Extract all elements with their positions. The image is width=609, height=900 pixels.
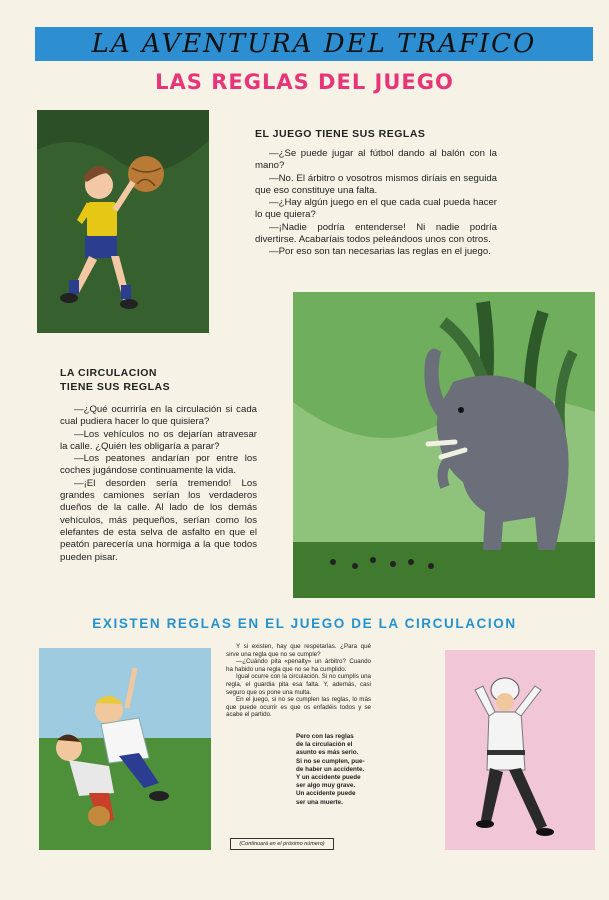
section2-text	[60, 404, 257, 564]
section3-bold-text	[296, 733, 366, 807]
section2-paragraph: —¡El desorden sería tremendo! Los grandes camiones serían los verdaderos dueños de la calle. Al lado de los demás vehículos, más pequeños, serían como los elefantes de esta selva de asfalto en que el peatón parecería una hormiga a la que todos pueden pisar.	[60, 477, 257, 563]
bold-line: Y un accidente puede	[296, 774, 361, 782]
section1-paragraph: —¿Se puede jugar al fútbol dando al balón con la mano?	[255, 148, 497, 172]
section3-paragraph: Igual ocurre con la circulación. Si no cumplís una regla, el guardia pita esa falta. Y, además, casi seguro que os pone una multa.	[226, 673, 371, 696]
continue-label: (Continuará en el próximo número)	[230, 838, 334, 850]
bold-line: de haber un accidente.	[296, 765, 365, 773]
section3-heading: EXISTEN REGLAS EN EL JUEGO DE LA CIRCULACION	[92, 616, 517, 631]
section1-paragraph: —¡Nadie podría entenderse! Ni nadie podría divertirse. Acabaríais todos peleándoos unos con otros.	[255, 221, 497, 246]
bold-line: asunto es más serio.	[296, 749, 359, 757]
traffic-policeman-illustration	[445, 650, 595, 850]
section1-paragraph: —¿Hay algún juego en el que cada cual pueda hacer lo que quiera?	[255, 197, 497, 221]
bold-line: ser una muerte.	[296, 798, 343, 806]
boys-fighting-illustration	[39, 648, 211, 850]
title-banner	[35, 27, 593, 61]
bold-line: Pero con las reglas	[296, 733, 354, 740]
bold-line: Si no se cumplen, pue-	[296, 757, 365, 765]
section2-heading-line2: TIENE SUS REGLAS	[60, 381, 171, 393]
section2-paragraph: —¿Qué ocurriría en la circulación si cada cual pudiera hacer lo que quisiera?	[60, 404, 257, 428]
section1-heading: EL JUEGO TIENE SUS REGLAS	[255, 128, 426, 140]
section1-paragraph: —Por eso son tan necesarias las reglas en el juego.	[269, 246, 491, 258]
elephant-illustration	[293, 292, 595, 598]
bold-line: ser algo muy grave.	[296, 782, 356, 790]
section2-heading	[60, 366, 170, 394]
section3-paragraph: Y si existen, hay que respetarlas. ¿Para qué sirve una regla que no se cumple?	[226, 643, 371, 658]
banner-title: LA AVENTURA DEL TRAFICO	[91, 29, 537, 59]
boy-with-ball-illustration	[37, 110, 209, 333]
section3-paragraph: —¿Cuándo pita «penalty» un árbitro? Cuando ha habido una regla que no se ha cumplido.	[226, 658, 371, 673]
section1-paragraph: —No. El árbitro o vosotros mismos diríais en seguida que eso constituye una falta.	[255, 172, 497, 196]
section2-paragraph: —Los peatones andarían por entre los coches jugándose continuamente la vida.	[60, 453, 257, 477]
page-subtitle: LAS REGLAS DEL JUEGO	[155, 70, 454, 94]
bold-line: de la circulación el	[296, 741, 353, 749]
section3-paragraph: En el juego, si no se cumplen las reglas, lo más que puede ocurrir es que os enfadéis todos y se acabe el partido.	[226, 696, 371, 719]
section2-paragraph: —Los vehículos no os dejarían atravesar la calle. ¿Quién les obligaría a parar?	[60, 428, 257, 452]
bold-line: Un accidente puede	[296, 790, 356, 798]
section3-text	[226, 643, 371, 719]
section1-text	[255, 148, 497, 259]
section2-heading-line1: LA CIRCULACION	[60, 367, 158, 379]
